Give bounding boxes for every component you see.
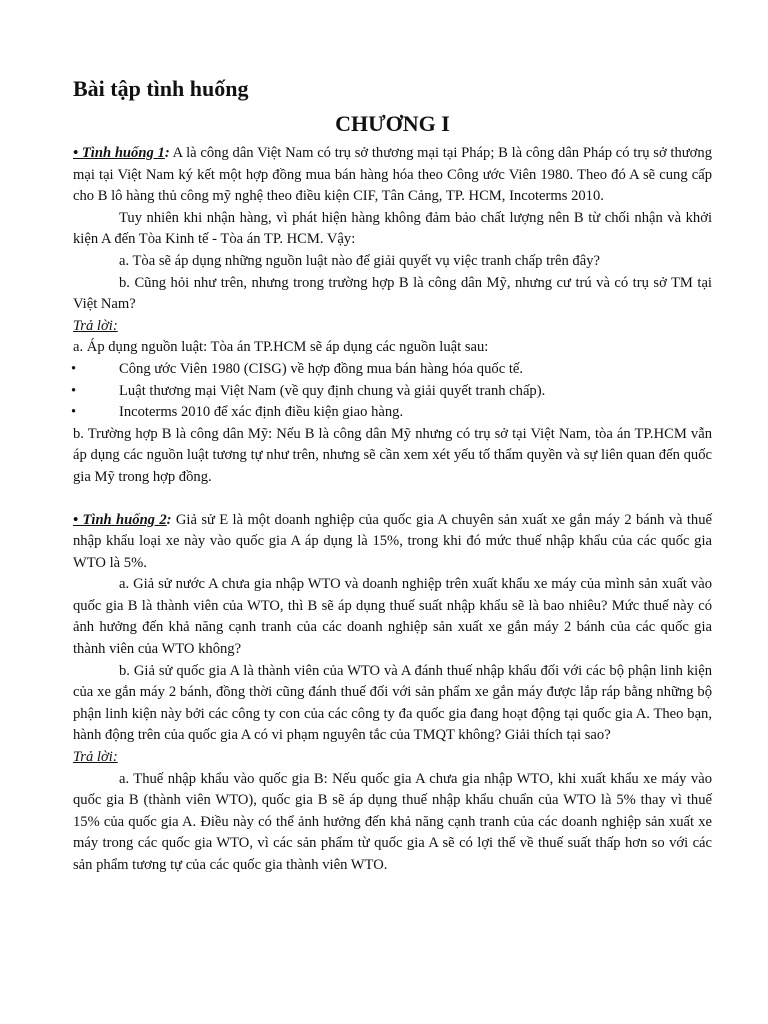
case-2-question-a: a. Giả sử nước A chưa gia nhập WTO và doanh nghiệp trên xuất khẩu xe máy của mình sản xuất vào quốc gia B là thành viên của WTO, thì B sẽ áp dụng thuế suất nhập khẩu sẽ là bao nhiêu? Mức thuế này có ảnh hưởng đến khả năng cạnh tranh của các doanh nghiệp sản xuất xe gắn máy 2 bánh của các quốc gia thành viên của WTO không? — [73, 576, 712, 658]
case-2-intro-text: Giả sử E là một doanh nghiệp của quốc gia A chuyên sản xuất xe gắn máy 2 bánh và thuế nhập khẩu loại xe này vào quốc gia A áp dụng là 15%, trong khi đó mức thuế nhập khẩu của các quốc gia WTO là 5%. — [73, 511, 713, 571]
case-1-bullet-list — [73, 359, 712, 424]
case-1-intro-text: A là công dân Việt Nam có trụ sở thương mại tại Pháp; B là công dân Pháp có trụ sở thương mại tại Việt Nam ký kết một hợp đồng mua bán hàng hóa theo Công ước Viên 1980. Theo đó A sẽ cung cấp cho B lô hàng thủ công mỹ nghệ theo điều kiện CIF, Tân Cảng, TP. HCM, Incoterms 2010. — [73, 145, 712, 205]
bullet-icon: • — [71, 382, 77, 399]
case-2-answer-a: a. Thuế nhập khẩu vào quốc gia B: Nếu quốc gia A chưa gia nhập WTO, khi xuất khẩu xe máy vào quốc gia B (thành viên WTO), quốc gia B sẽ áp dụng thuế nhập khẩu chuẩn của WTO là 5% thay vì thuế 15% của quốc gia A. Điều này có thể ảnh hưởng đến khả năng cạnh tranh của các doanh nghiệp sản xuất xe máy trong các quốc gia WTO, vì các sản phẩm từ quốc gia A sẽ có lợi thế về thuế suất thấp hơn so với các sản phẩm tương tự của các quốc gia thành viên WTO. — [73, 770, 712, 873]
case-2-section — [73, 510, 712, 877]
list-item: • Luật thương mại Việt Nam (về quy định chung và giải quyết tranh chấp). — [73, 381, 712, 403]
case-1-label: • Tình huống 1 — [73, 145, 165, 161]
case-1-question-b: b. Cũng hỏi như trên, nhưng trong trường hợp B là công dân Mỹ, nhưng cư trú và có trụ sở TM tại Việt Nam? — [73, 274, 712, 313]
case-1-colon: : — [164, 145, 170, 161]
list-item: • Incoterms 2010 để xác định điều kiện giao hàng. — [73, 402, 712, 424]
case-1-answer-b: b. Trường hợp B là công dân Mỹ: Nếu B là công dân Mỹ nhưng có trụ sở tại Việt Nam, tòa án TP.HCM vẫn áp dụng các nguồn luật tương tự như trên, nhưng sẽ cần xem xét yếu tố thẩm quyền và sự liên quan đến quốc gia Mỹ trong hợp đồng. — [73, 425, 712, 485]
section-spacer — [73, 489, 712, 510]
case-1-section — [73, 143, 712, 489]
bullet-icon: • — [71, 360, 77, 377]
bullet-icon: • — [71, 404, 77, 421]
case-1-answer-a-intro: a. Áp dụng nguồn luật: Tòa án TP.HCM sẽ áp dụng các nguồn luật sau: — [73, 339, 489, 356]
document-title: Bài tập tình huống — [73, 76, 249, 101]
case-1-paragraph: Tuy nhiên khi nhận hàng, vì phát hiện hàng không đảm bảo chất lượng nên B từ chối nhận và khởi kiện A đến Tòa Kinh tế - Tòa án TP. HCM. Vậy: — [73, 209, 712, 248]
case-2-answer-label: Trả lời: — [73, 749, 118, 766]
case-1-question-a: a. Tòa sẽ áp dụng những nguồn luật nào để giải quyết vụ việc tranh chấp trên đây? — [119, 252, 600, 269]
document-page — [73, 74, 712, 877]
case-1-answer-label: Trả lời: — [73, 317, 118, 334]
case-2-intro — [73, 510, 712, 575]
case-2-question-b: b. Giả sử quốc gia A là thành viên của WTO và A đánh thuế nhập khẩu đối với các bộ phận linh kiện của xe gắn máy 2 bánh, đồng thời cũng đánh thuế đối với sản phẩm xe gắn máy được lắp ráp bằng những bộ phận linh kiện này bởi các công ty con của các công ty đa quốc gia đang hoạt động tại quốc gia A. Theo bạn, hành động trên của quốc gia A có vi phạm nguyên tắc của TMQT không? Giải thích tại sao? — [73, 662, 712, 744]
case-2-label: • Tình huống 2 — [73, 511, 167, 528]
case-2-colon: : — [166, 511, 172, 528]
list-item: • Công ước Viên 1980 (CISG) về hợp đồng mua bán hàng hóa quốc tế. — [73, 359, 712, 381]
chapter-heading: CHƯƠNG I — [335, 111, 450, 136]
case-1-intro — [73, 143, 712, 208]
